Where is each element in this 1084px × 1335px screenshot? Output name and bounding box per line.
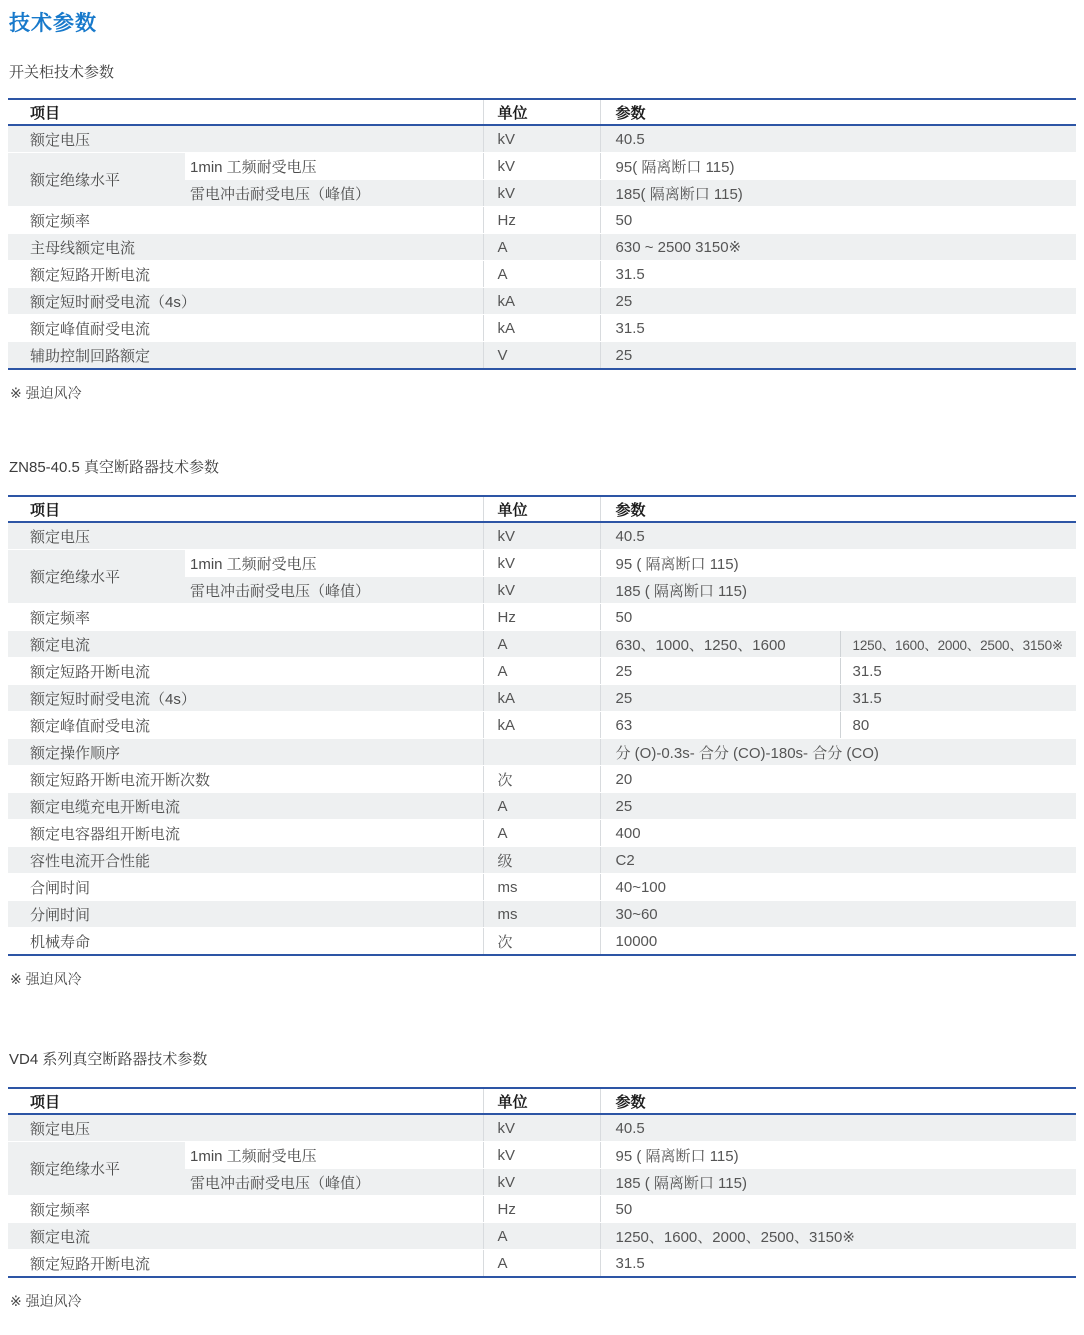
table-row: [8, 658, 1076, 685]
zn85-breaker-params-table: [8, 495, 1076, 956]
unit-cell: 级: [483, 847, 600, 874]
value-cell-a: 25: [600, 685, 840, 712]
unit-cell: 次: [483, 928, 600, 956]
section-title-zn85-breaker-params: ZN85-40.5 真空断路器技术参数: [9, 459, 220, 477]
value-cell: 25: [600, 288, 1076, 315]
value-cell: 95 ( 隔离断口 115): [600, 1142, 1076, 1169]
value-cell: 30~60: [600, 901, 1076, 928]
value-cell: 31.5: [600, 315, 1076, 342]
unit-cell: kV: [483, 180, 600, 207]
param-name-cell: 主母线额定电流: [8, 234, 483, 261]
column-header-unit: 单位: [483, 496, 600, 522]
unit-cell: A: [483, 793, 600, 820]
table-row: [8, 125, 1076, 153]
param-name-cell: 合闸时间: [8, 874, 483, 901]
column-header-item: 项目: [8, 496, 483, 522]
table-row: [8, 847, 1076, 874]
param-name-cell: 额定短路开断电流: [8, 658, 483, 685]
param-name-cell: 额定电流: [8, 631, 483, 658]
value-cell-a: 25: [600, 658, 840, 685]
param-subname-cell: 雷电冲击耐受电压（峰值）: [185, 577, 483, 604]
param-name-cell: 额定短路开断电流: [8, 261, 483, 288]
table-row: [8, 1196, 1076, 1223]
value-cell: 31.5: [600, 1250, 1076, 1278]
param-name-cell: 机械寿命: [8, 928, 483, 956]
unit-cell: kV: [483, 153, 600, 180]
unit-cell: V: [483, 342, 600, 370]
param-subname-cell: 雷电冲击耐受电压（峰值）: [185, 180, 483, 207]
param-name-cell: 额定峰值耐受电流: [8, 315, 483, 342]
section-switchgear-params: [8, 64, 1076, 403]
param-group-cell: 额定绝缘水平: [8, 153, 185, 207]
table-row: [8, 550, 1076, 577]
value-cell: 分 (O)-0.3s- 合分 (CO)-180s- 合分 (CO): [600, 739, 1076, 766]
column-header-unit: 单位: [483, 1088, 600, 1114]
forced-cooling-note: ※ 强迫风冷: [10, 385, 82, 402]
value-cell: 40~100: [600, 874, 1076, 901]
unit-cell: Hz: [483, 207, 600, 234]
value-cell: 185 ( 隔离断口 115): [600, 1169, 1076, 1196]
param-name-cell: 额定频率: [8, 1196, 483, 1223]
unit-cell: kA: [483, 315, 600, 342]
value-cell: 95 ( 隔离断口 115): [600, 550, 1076, 577]
value-cell: 50: [600, 604, 1076, 631]
table-row: [8, 234, 1076, 261]
table-row: [8, 739, 1076, 766]
column-header-unit: 单位: [483, 99, 600, 125]
value-cell-b: 80: [840, 712, 1076, 739]
value-cell: 25: [600, 793, 1076, 820]
unit-cell: kV: [483, 1114, 600, 1142]
table-row: [8, 631, 1076, 658]
unit-cell: kV: [483, 125, 600, 153]
param-name-cell: 额定短时耐受电流（4s）: [8, 685, 483, 712]
param-name-cell: 额定电流: [8, 1223, 483, 1250]
value-cell: 400: [600, 820, 1076, 847]
page-title: 技术参数: [9, 12, 97, 35]
param-name-cell: 容性电流开合性能: [8, 847, 483, 874]
param-name-cell: 额定电压: [8, 522, 483, 550]
param-subname-cell: 雷电冲击耐受电压（峰值）: [185, 1169, 483, 1196]
column-header-item: 项目: [8, 1088, 483, 1114]
section-vd4-breaker-params: [8, 1051, 1076, 1311]
table-row: [8, 766, 1076, 793]
unit-cell: kV: [483, 1142, 600, 1169]
unit-cell: A: [483, 234, 600, 261]
unit-cell: kV: [483, 1169, 600, 1196]
value-cell: 50: [600, 1196, 1076, 1223]
param-name-cell: 额定操作顺序: [8, 739, 483, 766]
param-name-cell: 额定短路开断电流开断次数: [8, 766, 483, 793]
value-cell: 1250、1600、2000、2500、3150※: [600, 1223, 1076, 1250]
param-subname-cell: 1min 工频耐受电压: [185, 153, 483, 180]
value-cell: 50: [600, 207, 1076, 234]
unit-cell: kA: [483, 685, 600, 712]
value-cell-a: 63: [600, 712, 840, 739]
value-cell: 95( 隔离断口 115): [600, 153, 1076, 180]
value-cell: 40.5: [600, 522, 1076, 550]
section-title-vd4-breaker-params: VD4 系列真空断路器技术参数: [9, 1051, 208, 1069]
value-cell-b: 1250、1600、2000、2500、3150※: [840, 631, 1076, 658]
column-header-param: 参数: [600, 1088, 1076, 1114]
param-group-cell: 额定绝缘水平: [8, 1142, 185, 1196]
value-cell: 25: [600, 342, 1076, 370]
table-row: [8, 901, 1076, 928]
value-cell: 185( 隔离断口 115): [600, 180, 1076, 207]
table-row: [8, 153, 1076, 180]
table-row: [8, 874, 1076, 901]
unit-cell: 次: [483, 766, 600, 793]
param-subname-cell: 1min 工频耐受电压: [185, 1142, 483, 1169]
table-row: [8, 1114, 1076, 1142]
unit-cell: A: [483, 261, 600, 288]
param-group-cell: 额定绝缘水平: [8, 550, 185, 604]
param-name-cell: 额定短时耐受电流（4s）: [8, 288, 483, 315]
datasheet-page: [0, 12, 1084, 1335]
table-row: [8, 522, 1076, 550]
section-title-switchgear-params: 开关柜技术参数: [9, 64, 115, 82]
unit-cell: ms: [483, 901, 600, 928]
value-cell: 630 ~ 2500 3150※: [600, 234, 1076, 261]
table-row: [8, 1250, 1076, 1278]
param-name-cell: 额定峰值耐受电流: [8, 712, 483, 739]
table-row: [8, 793, 1076, 820]
param-name-cell: 额定电压: [8, 1114, 483, 1142]
table-row: [8, 315, 1076, 342]
param-name-cell: 额定短路开断电流: [8, 1250, 483, 1278]
table-row: [8, 712, 1076, 739]
table-row: [8, 685, 1076, 712]
value-cell: 185 ( 隔离断口 115): [600, 577, 1076, 604]
unit-cell: A: [483, 631, 600, 658]
switchgear-params-table: [8, 98, 1076, 370]
forced-cooling-note: ※ 强迫风冷: [10, 971, 82, 988]
value-cell: 40.5: [600, 1114, 1076, 1142]
table-row: [8, 820, 1076, 847]
table-row: [8, 604, 1076, 631]
param-subname-cell: 1min 工频耐受电压: [185, 550, 483, 577]
table-row: [8, 342, 1076, 370]
unit-cell: [483, 739, 600, 766]
table-row: [8, 1142, 1076, 1169]
table-row: [8, 207, 1076, 234]
value-cell: 31.5: [600, 261, 1076, 288]
value-cell-a: 630、1000、1250、1600: [600, 631, 840, 658]
param-name-cell: 额定电容器组开断电流: [8, 820, 483, 847]
unit-cell: ms: [483, 874, 600, 901]
unit-cell: kV: [483, 522, 600, 550]
value-cell: 10000: [600, 928, 1076, 956]
table-row: [8, 1223, 1076, 1250]
unit-cell: A: [483, 820, 600, 847]
value-cell: 40.5: [600, 125, 1076, 153]
unit-cell: kV: [483, 577, 600, 604]
table-row: [8, 261, 1076, 288]
param-name-cell: 分闸时间: [8, 901, 483, 928]
value-cell: 20: [600, 766, 1076, 793]
vd4-breaker-params-table: [8, 1087, 1076, 1278]
param-name-cell: 额定电压: [8, 125, 483, 153]
unit-cell: Hz: [483, 604, 600, 631]
unit-cell: kA: [483, 288, 600, 315]
forced-cooling-note: ※ 强迫风冷: [10, 1293, 82, 1310]
param-name-cell: 额定频率: [8, 604, 483, 631]
unit-cell: Hz: [483, 1196, 600, 1223]
column-header-item: 项目: [8, 99, 483, 125]
unit-cell: kV: [483, 550, 600, 577]
value-cell: C2: [600, 847, 1076, 874]
table-header-row: [8, 496, 1076, 522]
param-name-cell: 额定频率: [8, 207, 483, 234]
unit-cell: kA: [483, 712, 600, 739]
table-header-row: [8, 1088, 1076, 1114]
table-header-row: [8, 99, 1076, 125]
table-row: [8, 928, 1076, 956]
column-header-param: 参数: [600, 496, 1076, 522]
value-cell-b: 31.5: [840, 685, 1076, 712]
unit-cell: A: [483, 1223, 600, 1250]
param-name-cell: 辅助控制回路额定: [8, 342, 483, 370]
column-header-param: 参数: [600, 99, 1076, 125]
unit-cell: A: [483, 658, 600, 685]
value-cell-b: 31.5: [840, 658, 1076, 685]
param-name-cell: 额定电缆充电开断电流: [8, 793, 483, 820]
section-zn85-breaker-params: [8, 459, 1076, 989]
unit-cell: A: [483, 1250, 600, 1278]
table-row: [8, 288, 1076, 315]
